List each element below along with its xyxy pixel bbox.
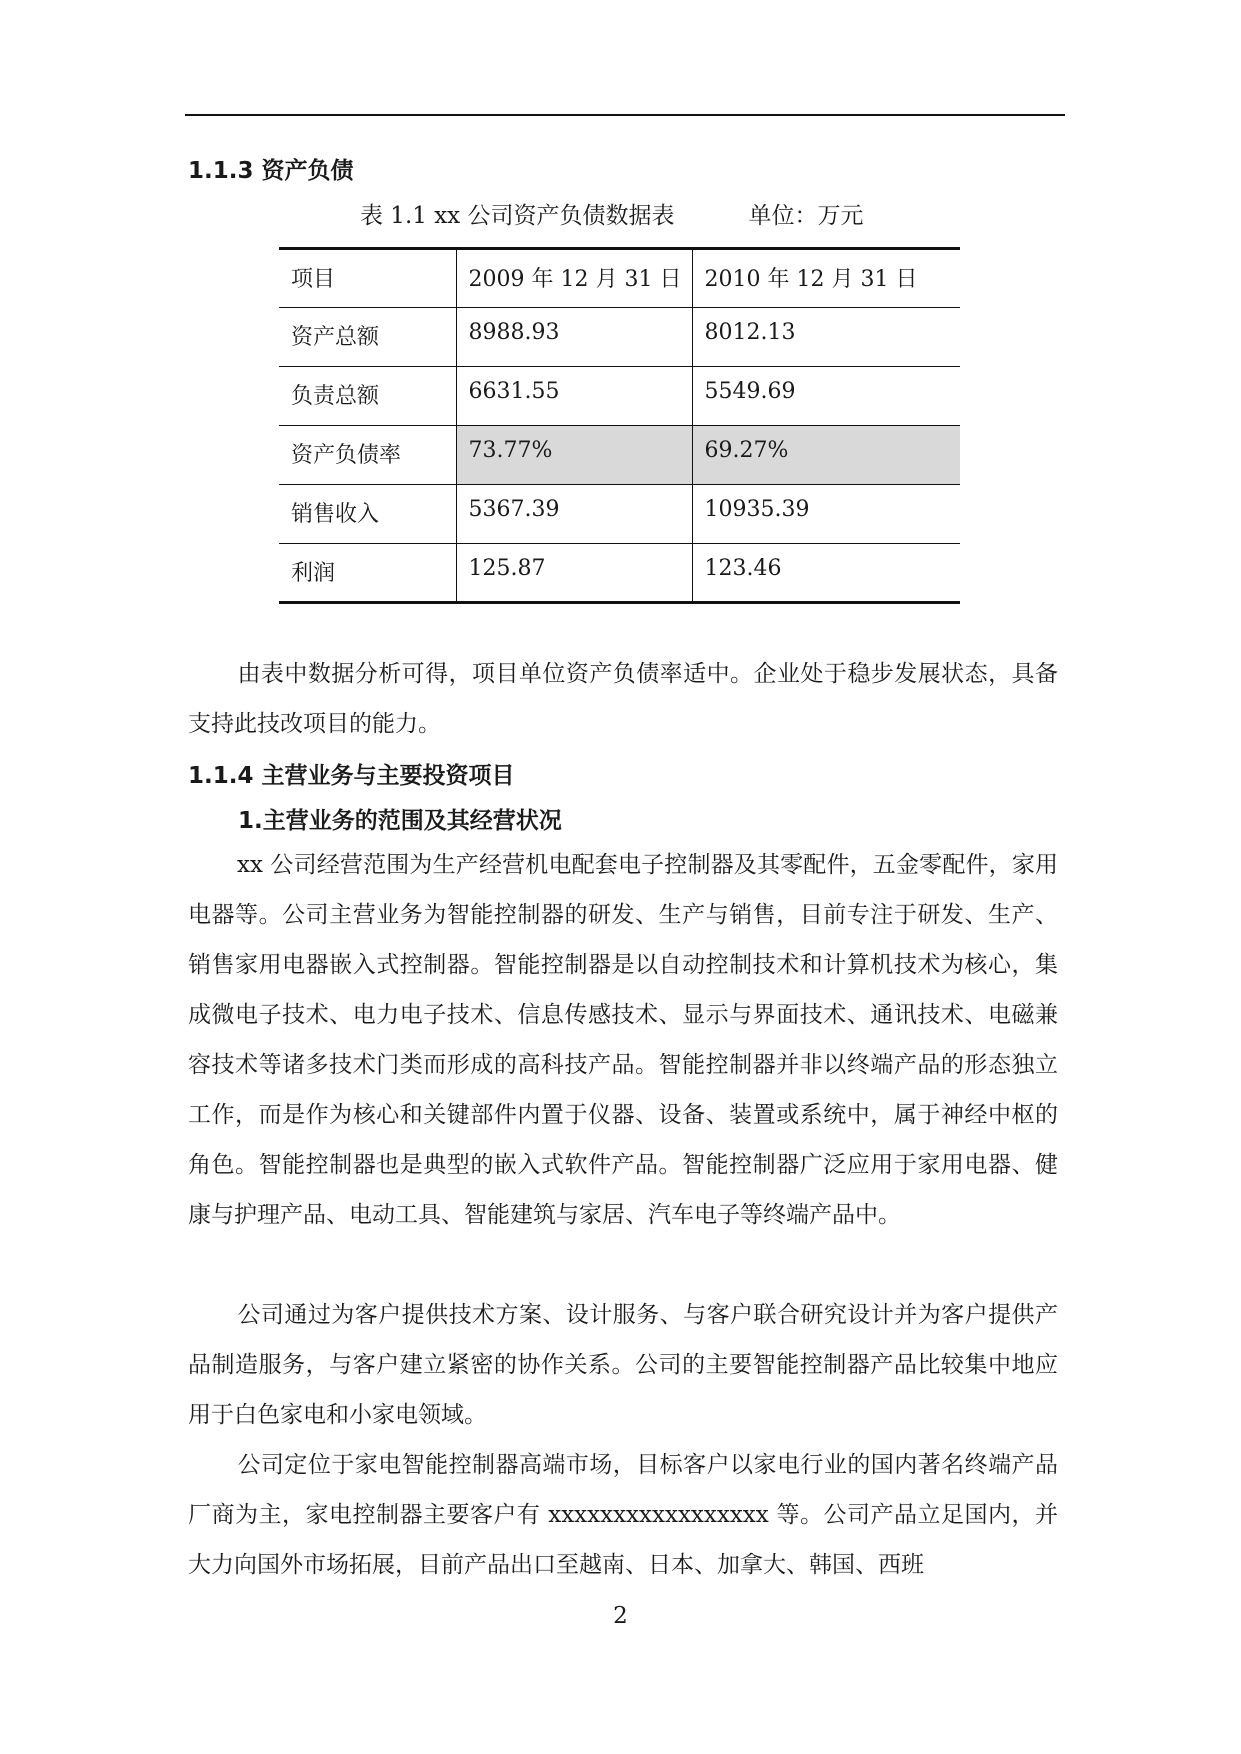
table-caption-title: 表 1.1 xx 公司资产负债数据表: [360, 203, 675, 229]
body-paragraph: [188, 1440, 1058, 1590]
table-cell: 5549.69: [692, 367, 960, 426]
table-header-cell: 项目: [279, 249, 456, 308]
section-heading-1-1-3: 1.1.3 资产负债: [188, 158, 354, 184]
table-caption: [360, 197, 863, 230]
page-number: 2: [613, 1603, 628, 1629]
table-cell: 10935.39: [692, 485, 960, 544]
table-row-highlighted: [279, 426, 960, 485]
body-paragraph: [188, 1290, 1058, 1440]
table-row: [279, 367, 960, 426]
table-cell: 73.77%: [456, 426, 692, 485]
table-header-row: [279, 249, 960, 308]
table-cell: 123.46: [692, 544, 960, 603]
table-cell: 资产总额: [279, 308, 456, 367]
table-cell: 69.27%: [692, 426, 960, 485]
table-cell: 8012.13: [692, 308, 960, 367]
table-row: [279, 485, 960, 544]
table-cell: 利润: [279, 544, 456, 603]
table-row: [279, 544, 960, 603]
table-unit: 单位：万元: [748, 203, 864, 229]
table-cell: 5367.39: [456, 485, 692, 544]
table-cell: 6631.55: [456, 367, 692, 426]
table-cell: 资产负债率: [279, 426, 456, 485]
table-cell: 8988.93: [456, 308, 692, 367]
paragraph-text: xx 公司经营范围为生产经营机电配套电子控制器及其零配件，五金零配件，家用电器等。公司主营业务为智能控制器的研发、生产与销售，目前专注于研发、生产、销售家用电器嵌入式控制器。智能控制器是以自动控制技术和计算机技术为核心，集成微电子技术、电力电子技术、信息传感技术、显示与界面技术、通讯技术、电磁兼容技术等诸多技术门类而形成的高科技产品。智能控制器并非以终端产品的形态独立工作，而是作为核心和关键部件内置于仪器、设备、装置或系统中，属于神经中枢的角色。智能控制器也是典型的嵌入式软件产品。智能控制器广泛应用于家用电器、健康与护理产品、电动工具、智能建筑与家居、汽车电子等终端产品中。: [188, 852, 1058, 1228]
table-header-cell: 2009 年 12 月 31 日: [456, 249, 692, 308]
paragraph-text: 公司通过为客户提供技术方案、设计服务、与客户联合研究设计并为客户提供产品制造服务，与客户建立紧密的协作关系。公司的主要智能控制器产品比较集中地应用于白色家电和小家电领域。: [188, 1302, 1058, 1428]
table-cell: 125.87: [456, 544, 692, 603]
header-rule: [185, 114, 1065, 116]
table-cell: 负责总额: [279, 367, 456, 426]
balance-sheet-table: [279, 247, 960, 604]
analysis-text: 由表中数据分析可得，项目单位资产负债率适中。企业处于稳步发展状态，具备支持此技改项目的能力。: [188, 661, 1058, 737]
table-header-cell: 2010 年 12 月 31 日: [692, 249, 960, 308]
paragraph-text: 公司定位于家电智能控制器高端市场，目标客户以家电行业的国内著名终端产品厂商为主，家电控制器主要客户有 xxxxxxxxxxxxxxxxx 等。公司产品立足国内，并大力向国外市场拓展，目前产品出口至越南、日本、加拿大、韩国、西班: [188, 1452, 1058, 1578]
table-cell: 销售收入: [279, 485, 456, 544]
body-paragraph: [188, 840, 1058, 1240]
subsection-heading: 1.主营业务的范围及其经营状况: [238, 808, 562, 834]
table-row: [279, 308, 960, 367]
section-heading-1-1-4: 1.1.4 主营业务与主要投资项目: [188, 763, 515, 789]
analysis-paragraph: [188, 649, 1058, 749]
